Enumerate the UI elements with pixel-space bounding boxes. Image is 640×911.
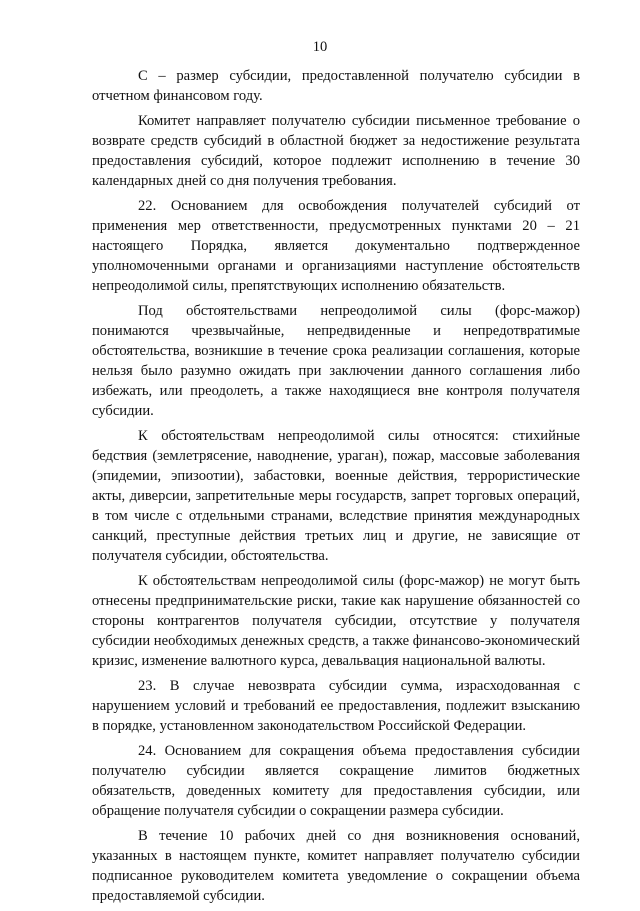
document-body bbox=[92, 66, 580, 911]
paragraph-subsidy-size: С – размер субсидии, предоставленной получателю субсидии в отчетном финансовом году. bbox=[92, 68, 580, 104]
page-number: 10 bbox=[312, 39, 328, 55]
paragraph-force-majeure-definition: Под обстоятельствами непреодолимой силы (форс-мажор) понимаются чрезвычайные, непредвиденные и непредотвратимые обстоятельства, возникшие в течение срока реализации соглашения, которые нельзя было разумно ожидать при заключении данного соглашения либо избежать, или преодолеть, а также находящиеся вне контроля получателя субсидии. bbox=[92, 303, 580, 419]
paragraph-24-reduction: 24. Основанием для сокращения объема предоставления субсидии получателю субсидии является сокращение лимитов бюджетных обязательств, доведенных комитету для предоставления субсидии, или обращение получателя субсидии о сокращении размера субсидии. bbox=[92, 743, 580, 819]
paragraph-not-force-majeure: К обстоятельствам непреодолимой силы (форс-мажор) не могут быть отнесены предпринимательские риски, такие как нарушение обязанностей со стороны контрагентов получателя субсидии, отсутствие у получателя субсидии необходимых денежных средств, а также финансово-экономический кризис, изменение валютного курса, девальвация национальной валюты. bbox=[92, 573, 580, 669]
paragraph-refund-demand: Комитет направляет получателю субсидии письменное требование о возврате средств субсидий в областной бюджет за недостижение результата предоставления субсидий, которое подлежит исполнению в течение 30 календарных дней со дня получения требования. bbox=[92, 113, 580, 189]
paragraph-force-majeure-list: К обстоятельствам непреодолимой силы относятся: стихийные бедствия (землетрясение, наводнение, ураган), пожар, массовые заболевания (эпидемии, эпизоотии), забастовки, военные действия, террористические акты, диверсии, запретительные меры государств, запрет торговых операций, в том числе с отдельными странами, вследствие принятия международных санкций, преступные действия третьих лиц и другие, не зависящие от получателя субсидии, обстоятельства. bbox=[92, 428, 580, 564]
paragraph-23-recovery: 23. В случае невозврата субсидии сумма, израсходованная с нарушением условий и требований ее предоставления, подлежит взысканию в порядке, установленном законодательством Российской Федерации. bbox=[92, 678, 580, 734]
paragraph-reduction-notice: В течение 10 рабочих дней со дня возникновения оснований, указанных в настоящем пункте, комитет направляет получателю субсидии подписанное руководителем комитета уведомление о сокращении объема предоставляемой субсидии. bbox=[92, 828, 580, 904]
paragraph-22-exemption: 22. Основанием для освобождения получателей субсидий от применения мер ответственности, предусмотренных пунктами 20 – 21 настоящего Порядка, является документально подтвержденное уполномоченными органами и организациями наступление обстоятельств непреодолимой силы, препятствующих исполнению обязательств. bbox=[92, 198, 580, 294]
